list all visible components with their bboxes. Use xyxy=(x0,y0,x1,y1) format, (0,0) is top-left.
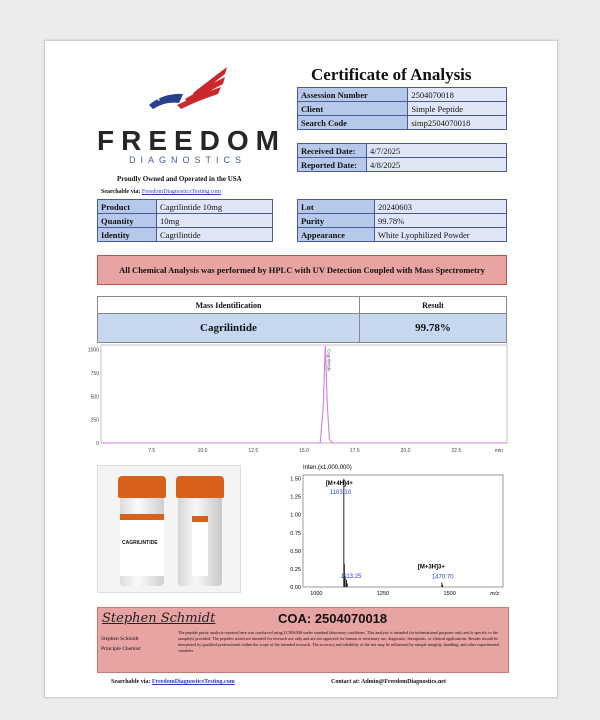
vial-cap xyxy=(176,476,224,498)
label-cell: Identity xyxy=(98,228,157,242)
vial-right xyxy=(178,476,222,586)
results-header-row xyxy=(98,297,507,314)
table-row xyxy=(298,102,507,116)
ms-y-tick-label: 1.25 xyxy=(290,494,301,501)
value-cell: Cagrilintide 10mg xyxy=(157,200,273,214)
ms-y-tick-label: 1.00 xyxy=(290,512,301,519)
vial-label-text: CAGRILINTIDE xyxy=(122,540,158,546)
label-cell: Assession Number xyxy=(298,88,408,102)
vial-left xyxy=(120,476,164,586)
table-row xyxy=(298,88,507,102)
brand-name: FREEDOM xyxy=(97,125,286,156)
label-cell: Purity xyxy=(298,214,375,228)
dates-table xyxy=(297,143,507,172)
method-banner: All Chemical Analysis was performed by HPLC with UV Detection Coupled with Mass Spectrometry xyxy=(97,255,507,285)
label-cell: Appearance xyxy=(298,228,375,242)
table-row xyxy=(298,144,507,158)
table-row xyxy=(298,214,507,228)
ms-ion-label: [M+3H]3+ xyxy=(417,564,445,571)
table-row xyxy=(98,228,273,242)
value-cell: Simple Peptide xyxy=(408,102,507,116)
disclaimer: The peptide purity analysis reported here was conducted using LCMS/MS under standard laboratory conditions. This analysis is intended for informational purposes only and is specific to the sample(s) provided. The peptides tested are intended for research use only and are not approved for human or veterinary use, diagnostic, therapeutic, or clinical applications. Results should be interpreted by qualified professionals within the scope of the intended research. The accuracy and reliability of the test may be influenced by sample integrity, handling, and other experimental variables. xyxy=(178,630,500,653)
bottom-searchable-label: Searchable via: xyxy=(111,679,151,685)
label-cell: Received Date: xyxy=(298,144,367,158)
chemist-info xyxy=(101,634,141,654)
value-cell: 2504070018 xyxy=(408,88,507,102)
ms-x-tick-label: 1500 xyxy=(443,591,456,597)
value-cell: 20240603 xyxy=(375,200,507,214)
mass-spectrum xyxy=(273,463,513,607)
label-cell: Lot xyxy=(298,200,375,214)
bottom-searchable-link[interactable]: FreedomDiagnosticsTesting.com xyxy=(151,679,235,685)
ms-peak-value: 1470.70 xyxy=(431,574,454,581)
flag-stripes-logo xyxy=(145,63,231,113)
x-tick-label: 22.5 xyxy=(451,448,462,454)
signature: Stephen Schmidt xyxy=(102,611,216,626)
value-cell: simp2504070018 xyxy=(408,116,507,130)
vial-photo xyxy=(97,465,241,593)
table-row xyxy=(298,228,507,242)
ms-y-tick-label: 0.75 xyxy=(290,530,301,537)
coa-number: COA: 2504070018 xyxy=(278,611,388,626)
value-cell: 4/8/2025 xyxy=(367,158,507,172)
label-cell: Quantity xyxy=(98,214,157,228)
label-cell: Search Code xyxy=(298,116,408,130)
vial-label xyxy=(192,516,208,576)
results-row xyxy=(98,314,507,343)
ms-ylabel: Inten.(x1,000,000) xyxy=(303,465,352,471)
lot-table xyxy=(297,199,507,242)
table-row xyxy=(298,200,507,214)
x-tick-label: 12.5 xyxy=(248,448,259,454)
ms-peak-value: 1103.10 xyxy=(329,490,352,496)
chemist-title: Principle Chemist xyxy=(101,646,141,652)
value-cell: White Lyophilized Powder xyxy=(375,228,507,242)
table-row xyxy=(98,214,273,228)
value-cell: 10mg xyxy=(157,214,273,228)
brand-tagline: Proudly Owned and Operated in the USA xyxy=(117,175,242,183)
hplc-chromatogram xyxy=(49,341,511,459)
x-tick-label: 10.0 xyxy=(197,448,208,454)
label-cell: Product xyxy=(98,200,157,214)
chemist-name: Stephen Schmidt xyxy=(101,636,139,642)
x-tick-label: 15.0 xyxy=(299,448,309,454)
signature-block xyxy=(97,607,509,673)
x-tick-label: 20.0 xyxy=(400,448,411,454)
searchable-line xyxy=(101,189,221,195)
ms-y-tick-label: 0.50 xyxy=(290,548,301,555)
vial-label xyxy=(120,514,164,576)
x-tick-label: min xyxy=(494,448,503,454)
ms-ion-label: [M+4H]4+ xyxy=(325,481,353,487)
y-tick-label: 0 xyxy=(96,441,99,447)
searchable-label: Searchable via: xyxy=(101,189,141,195)
bottom-searchable xyxy=(111,679,235,685)
value-cell: Cagrilintide xyxy=(157,228,273,242)
value-cell: 4/7/2025 xyxy=(367,144,507,158)
ms-xlabel: m/z xyxy=(490,591,499,597)
x-tick-label: 17.5 xyxy=(349,448,360,454)
header-cell-result: Result xyxy=(359,297,506,314)
table-row xyxy=(298,158,507,172)
y-tick-label: 1000 xyxy=(87,347,99,354)
result-compound: Cagrilintide xyxy=(98,314,360,343)
contact-line: Contact at: Admin@FreedomDiagnostics.net xyxy=(331,679,446,685)
peak-label: Cagrilintide xyxy=(326,349,332,372)
table-row xyxy=(98,200,273,214)
document-title: Certificate of Analysis xyxy=(311,65,472,84)
product-table xyxy=(97,199,273,242)
ms-peak-value: 1113.25 xyxy=(340,573,362,580)
label-cell: Client xyxy=(298,102,408,116)
y-tick-label: 250 xyxy=(90,417,99,424)
x-tick-label: 7.5 xyxy=(148,448,156,454)
ms-y-tick-label: 1.50 xyxy=(290,476,301,483)
y-tick-label: 750 xyxy=(90,371,99,377)
results-table xyxy=(97,296,507,343)
chart-frame xyxy=(101,345,507,443)
ms-x-tick-label: 1000 xyxy=(310,591,323,597)
y-tick-label: 500 xyxy=(90,394,99,401)
value-cell: 99.78% xyxy=(375,214,507,228)
result-purity: 99.78% xyxy=(359,314,506,343)
brand-subtitle: DIAGNOSTICS xyxy=(129,155,247,165)
header-info-table xyxy=(297,87,507,130)
ms-x-tick-label: 1250 xyxy=(376,591,390,597)
ms-y-tick-label: 0.00 xyxy=(290,585,301,591)
vial-cap xyxy=(118,476,166,498)
searchable-link[interactable]: FreedomDiagnosticsTesting.com xyxy=(141,189,221,195)
label-cell: Reported Date: xyxy=(298,158,367,172)
header-cell-mass-identification: Mass Identification xyxy=(98,297,360,314)
certificate-page xyxy=(44,40,558,698)
ms-y-tick-label: 0.25 xyxy=(290,566,301,573)
table-row xyxy=(298,116,507,130)
